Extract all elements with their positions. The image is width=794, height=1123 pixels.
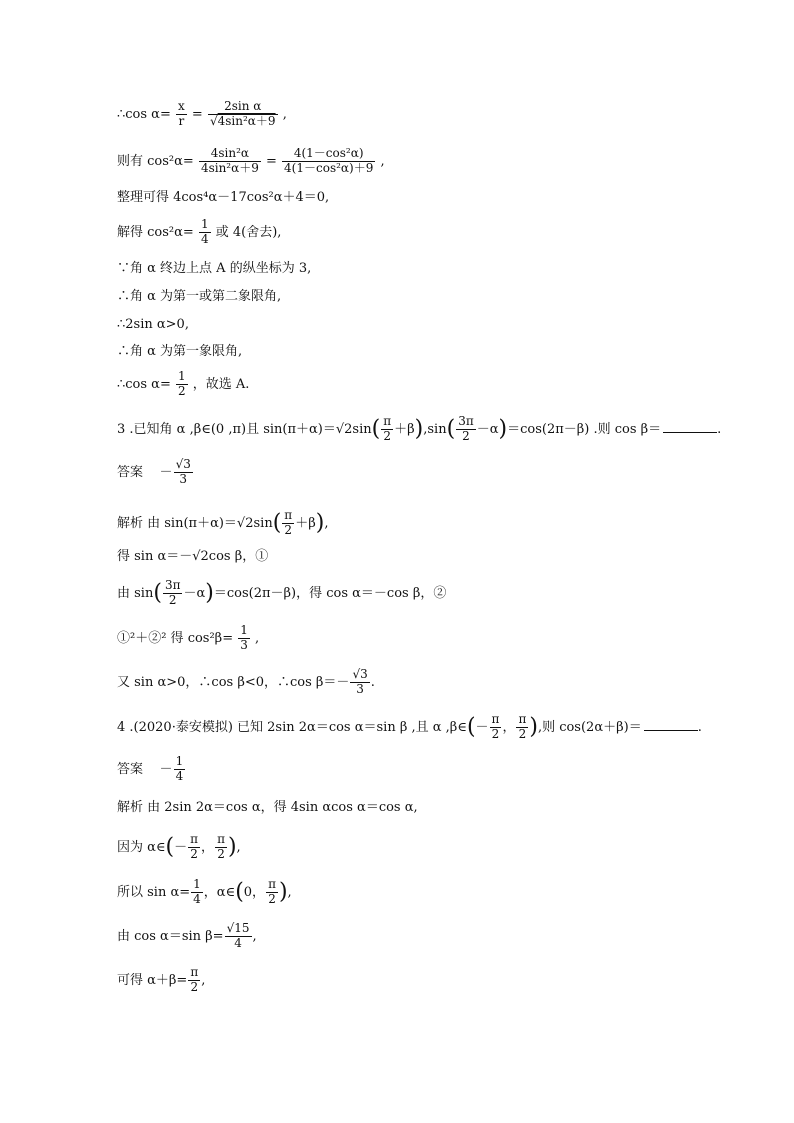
math-text: ，α∈: [203, 884, 236, 900]
answer-blank: [644, 718, 698, 731]
fraction: [208, 100, 278, 129]
denominator: 2: [268, 891, 276, 906]
numerator: 1: [240, 623, 248, 637]
solution-line-cos-alpha-ratio: [117, 100, 287, 129]
math-text: .: [370, 674, 375, 690]
denominator: 3: [240, 637, 248, 652]
math-text: ,: [324, 515, 329, 531]
denominator: 4: [234, 935, 242, 950]
numerator: 1: [178, 369, 186, 383]
math-text: 则有 cos²α=: [117, 153, 194, 169]
right-paren: ): [529, 714, 538, 740]
math-text: ∴cos α=: [117, 106, 171, 122]
math-text: ,: [236, 839, 241, 855]
question-text: 4 .(2020·泰安模拟) 已知 2sin 2α＝cos α＝sin β ,且 α ,β∈: [117, 719, 467, 735]
numerator: x: [178, 99, 185, 113]
solution-text: 又 sin α>0，∴cos β<0，∴cos β＝－: [117, 674, 350, 690]
question-text: ,则 cos(2α＋β)＝: [537, 719, 642, 735]
math-text: .: [717, 421, 722, 437]
math-text: ，故选 A.: [192, 376, 250, 392]
math-text: ＋β: [295, 515, 316, 531]
math-text: －: [159, 761, 173, 777]
denominator: 2: [462, 428, 470, 443]
solution-line-simplify: 整理可得 4cos⁴α－17cos²α＋4＝0,: [117, 190, 330, 205]
left-paren: (: [235, 879, 244, 905]
fraction: [176, 100, 187, 129]
solution-line-first-quadrant: ∴角 α 为第一象限角,: [117, 344, 243, 359]
fraction: [199, 218, 211, 247]
answer-label: 答案: [117, 464, 144, 480]
numerator: 2sin α: [208, 100, 278, 115]
denominator: 2: [491, 726, 500, 741]
denominator: 4: [193, 891, 201, 906]
numerator: √3: [175, 457, 191, 471]
fraction: [176, 370, 188, 399]
solution-line-point-a: ∵角 α 终边上点 A 的纵坐标为 3,: [117, 261, 312, 276]
left-paren: (: [371, 416, 381, 442]
fraction: [188, 966, 200, 995]
left-paren: (: [466, 714, 476, 740]
fraction: [225, 922, 252, 951]
right-paren: ): [498, 416, 508, 442]
numerator: √3: [352, 667, 368, 681]
left-paren: (: [165, 834, 175, 860]
fraction: [238, 624, 250, 653]
question-3: [117, 415, 721, 444]
denominator: 4: [200, 231, 209, 246]
solution-line-quadrant: ∴角 α 为第一或第二象限角,: [117, 289, 282, 304]
numerator: π: [190, 832, 199, 846]
left-paren: (: [446, 416, 456, 442]
solution-3-line-4: [117, 624, 259, 653]
solution-3-line-5: [117, 668, 375, 697]
right-paren: ): [205, 580, 214, 606]
denominator: 2: [190, 979, 199, 994]
numerator: π: [284, 508, 293, 522]
numerator: 4(1－cos²α): [282, 147, 375, 162]
denominator: 2: [168, 592, 177, 607]
solution-3-line-2: 得 sin α＝－√2cos β，①: [117, 549, 269, 564]
math-text: =: [191, 106, 203, 122]
denominator: r: [178, 113, 185, 128]
answer-3: [117, 458, 194, 487]
fraction: [516, 713, 528, 742]
numerator: π: [518, 712, 527, 726]
math-text: ,: [252, 928, 257, 944]
fraction: [188, 833, 200, 862]
denominator: 4: [175, 768, 184, 783]
answer-blank: [663, 420, 717, 433]
numerator: π: [217, 832, 225, 846]
denominator: 2: [518, 726, 527, 741]
denominator: 4sin²α＋9: [200, 160, 259, 175]
fraction: [191, 878, 203, 907]
math-text: ,: [282, 106, 287, 122]
fraction: [174, 458, 193, 487]
numerator: √15: [226, 921, 250, 935]
math-text: ＋β: [394, 421, 415, 437]
right-paren: ): [227, 834, 237, 860]
fraction: [282, 147, 375, 176]
fraction: [350, 668, 369, 697]
numerator: π: [190, 965, 199, 979]
fraction: [456, 415, 476, 444]
numerator: 1: [175, 754, 184, 768]
math-text: ，: [201, 839, 215, 855]
solution-4-line-3: [117, 878, 292, 907]
question-text: ＝cos(2π－β) .则 cos β＝: [507, 421, 662, 437]
solution-text: 可得 α＋β=: [117, 972, 188, 988]
numerator: π: [383, 414, 392, 428]
denominator: 2: [190, 846, 198, 861]
numerator: 1: [200, 217, 209, 231]
solution-4-line-1: 解析 由 2sin 2α＝cos α，得 4sin αcos α＝cos α,: [117, 800, 418, 815]
right-paren: ): [414, 416, 424, 442]
left-paren: (: [272, 510, 282, 536]
fraction: [174, 755, 186, 784]
left-paren: (: [153, 580, 162, 606]
solution-text: 所以 sin α=: [117, 884, 191, 900]
math-text: ,: [287, 884, 292, 900]
fraction: [490, 713, 502, 742]
math-text: ,sin: [423, 421, 447, 437]
numerator: 3π: [458, 414, 474, 428]
math-text: －α: [183, 585, 206, 601]
denominator: 2: [178, 383, 186, 398]
fraction: [266, 878, 278, 907]
math-text: ∴cos α=: [117, 376, 171, 392]
solution-text: ＝cos(2π－β)，得 cos α＝－cos β，②: [213, 585, 447, 601]
math-text: 解得 cos²α=: [117, 224, 194, 240]
numerator: 1: [193, 877, 201, 891]
solution-line-cos-squared: [117, 147, 385, 176]
numerator: π: [268, 877, 276, 891]
fraction: [282, 509, 294, 538]
solution-line-answer-a: [117, 370, 249, 399]
math-text: ,: [380, 153, 385, 169]
math-text: ,: [255, 630, 260, 646]
radicand: 4sin²α＋9: [217, 113, 276, 128]
solution-4-line-2: [117, 833, 241, 862]
denominator: 3: [179, 471, 188, 486]
fraction: [381, 415, 393, 444]
fraction: [215, 833, 227, 862]
solution-text: 因为 α∈: [117, 839, 166, 855]
solution-4-line-5: [117, 966, 205, 995]
denominator: 4(1－cos²α)＋9: [284, 160, 374, 175]
denominator: [208, 115, 278, 129]
denominator: 2: [284, 522, 293, 537]
solution-3-line-1: [117, 509, 328, 538]
numerator: π: [491, 712, 500, 726]
answer-label: 答案: [117, 761, 144, 777]
fraction: [163, 579, 183, 608]
denominator: 2: [217, 846, 225, 861]
question-text: 3 .已知角 α ,β∈(0 ,π)且 sin(π＋α)＝√2sin: [117, 421, 372, 437]
math-text: －: [174, 839, 188, 855]
solution-line-sin-positive: ∴2sin α>0,: [117, 317, 189, 332]
solution-4-line-4: [117, 922, 257, 951]
math-text: ,: [201, 972, 206, 988]
math-text: .: [697, 719, 702, 735]
answer-4: [117, 755, 186, 784]
solution-line-solve: [117, 218, 281, 247]
math-text: ，: [502, 719, 516, 735]
denominator: 2: [383, 428, 391, 443]
math-text: 0，: [243, 884, 266, 900]
denominator: 3: [356, 681, 364, 696]
solution-3-line-3: [117, 579, 446, 608]
solution-text: 由 sin: [117, 585, 154, 601]
right-paren: ): [315, 510, 325, 536]
radical-sign: √: [209, 113, 218, 128]
solution-text: ①²＋②² 得 cos²β=: [117, 630, 234, 646]
numerator: 3π: [164, 578, 181, 592]
math-text: =: [266, 153, 277, 169]
math-text: －: [475, 719, 489, 735]
math-text: －: [159, 464, 173, 480]
right-paren: ): [278, 879, 288, 905]
question-4: [117, 713, 702, 742]
solution-text: 由 cos α＝sin β=: [117, 928, 224, 944]
solution-text: 解析 由 sin(π＋α)＝√2sin: [117, 515, 273, 531]
fraction: [199, 147, 261, 176]
math-text: 或 4(舍去),: [215, 224, 282, 240]
math-text: －α: [476, 421, 499, 437]
numerator: 4sin²α: [199, 147, 261, 162]
